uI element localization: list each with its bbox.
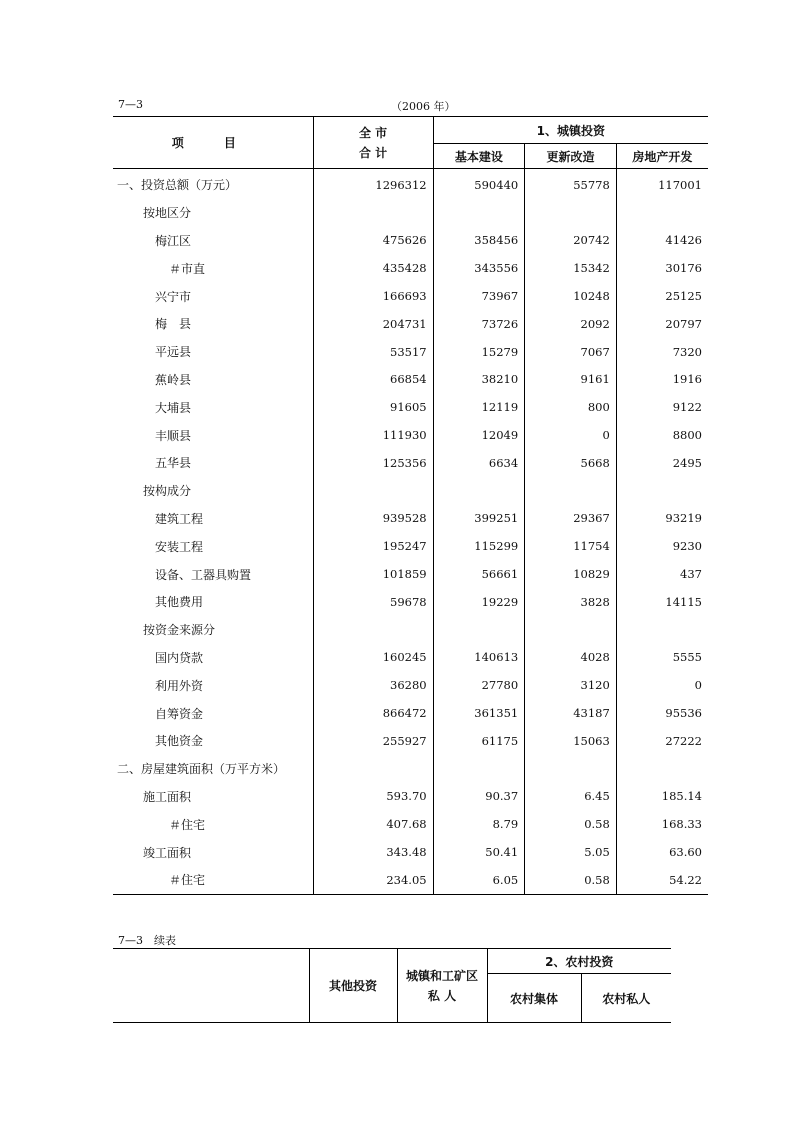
- header-renewal: 更新改造: [525, 144, 617, 169]
- table-row: [113, 169, 708, 199]
- header-rural-investment: 2、农村投资: [487, 949, 671, 974]
- row-label: 其他费用: [113, 588, 313, 616]
- row-value: 20742: [525, 227, 617, 255]
- row-value: 125356: [313, 449, 433, 477]
- table-row: [113, 616, 708, 644]
- row-value: 166693: [313, 282, 433, 310]
- row-label: 设备、工器具购置: [113, 560, 313, 588]
- row-label: 其他资金: [113, 727, 313, 755]
- row-value: 36280: [313, 671, 433, 699]
- continued-table-caption: 7—3 续表: [118, 934, 176, 947]
- header-item-blank: [113, 949, 309, 1023]
- row-value: 54.22: [616, 866, 708, 894]
- row-label: 自筹资金: [113, 699, 313, 727]
- row-value: 358456: [433, 227, 525, 255]
- row-value: 343.48: [313, 838, 433, 866]
- row-value: 7067: [525, 338, 617, 366]
- row-value: [616, 199, 708, 227]
- row-value: 90.37: [433, 783, 525, 811]
- row-label: ＃市直: [113, 254, 313, 282]
- row-value: [313, 477, 433, 505]
- row-value: [433, 755, 525, 783]
- row-value: 38210: [433, 366, 525, 394]
- row-value: [313, 616, 433, 644]
- row-value: 66854: [313, 366, 433, 394]
- row-value: 30176: [665, 261, 702, 276]
- row-value: 14115: [665, 594, 702, 609]
- row-value: 95536: [665, 706, 702, 721]
- row-label: 兴宁市: [113, 282, 313, 310]
- row-value: 10248: [525, 282, 617, 310]
- table-row: [113, 532, 708, 560]
- table-row: [113, 644, 708, 672]
- table-id: 7—3: [118, 98, 143, 111]
- row-value: 255927: [313, 727, 433, 755]
- row-value: 5555: [672, 650, 702, 665]
- table-row: [113, 199, 708, 227]
- row-value: 9122: [672, 400, 702, 415]
- row-value: [616, 616, 708, 644]
- row-label: 竣工面积: [113, 838, 313, 866]
- row-value: 27222: [665, 733, 702, 748]
- row-value: 593.70: [313, 783, 433, 811]
- row-value: 866472: [313, 699, 433, 727]
- row-label: 五华县: [113, 449, 313, 477]
- table-body: [113, 169, 708, 895]
- header-real-estate: 房地产开发: [616, 144, 708, 169]
- header-item: 项 目: [113, 117, 313, 169]
- row-value: 55778: [525, 169, 617, 199]
- table-row: [113, 671, 708, 699]
- table-row: [113, 560, 708, 588]
- row-value: [433, 616, 525, 644]
- header-total: [313, 117, 433, 169]
- row-value: 12049: [433, 421, 525, 449]
- row-value: 3120: [525, 671, 617, 699]
- table-row: [113, 699, 708, 727]
- table-row: [113, 727, 708, 755]
- row-value: [616, 477, 708, 505]
- header-total-line2: 合 计: [358, 145, 388, 160]
- row-label: 梅 县: [113, 310, 313, 338]
- row-value: 6.45: [525, 783, 617, 811]
- row-value: 56661: [433, 560, 525, 588]
- table-row: [113, 783, 708, 811]
- row-label: 安装工程: [113, 532, 313, 560]
- header-rural-collective: 农村集体: [487, 974, 581, 1023]
- investment-table: [113, 116, 708, 895]
- header-urban-private: [397, 949, 487, 1023]
- row-value: 343556: [433, 254, 525, 282]
- row-value: [313, 755, 433, 783]
- row-label: 利用外资: [113, 671, 313, 699]
- row-value: 25125: [665, 289, 702, 304]
- row-value: 27780: [433, 671, 525, 699]
- row-value: [525, 199, 617, 227]
- table-row: [113, 310, 708, 338]
- row-label: 按构成分: [113, 477, 313, 505]
- row-value: 475626: [313, 227, 433, 255]
- header-city-investment: 1、城镇投资: [433, 117, 708, 144]
- row-value: 437: [680, 567, 702, 582]
- row-label: ＃住宅: [113, 866, 313, 894]
- row-value: 20797: [665, 316, 702, 331]
- row-value: 435428: [313, 254, 433, 282]
- row-label: 蕉岭县: [113, 366, 313, 394]
- row-label: 建筑工程: [113, 505, 313, 533]
- row-label: ＃住宅: [113, 810, 313, 838]
- row-value: [525, 616, 617, 644]
- row-value: 93219: [665, 511, 702, 526]
- row-value: 59678: [313, 588, 433, 616]
- row-value: 6.05: [433, 866, 525, 894]
- row-value: [616, 755, 708, 783]
- table-row: [113, 449, 708, 477]
- row-value: 1296312: [313, 169, 433, 199]
- row-value: [525, 755, 617, 783]
- row-value: [313, 199, 433, 227]
- row-value: 15063: [525, 727, 617, 755]
- row-label: 丰顺县: [113, 421, 313, 449]
- row-value: 3828: [525, 588, 617, 616]
- row-value: 5.05: [525, 838, 617, 866]
- header-total-line1: 全 市: [358, 125, 388, 140]
- row-value: 0: [525, 421, 617, 449]
- row-value: 4028: [525, 644, 617, 672]
- row-value: 8.79: [433, 810, 525, 838]
- header-basic-construction: 基本建设: [433, 144, 525, 169]
- table-row: [113, 755, 708, 783]
- header-other-investment: 其他投资: [309, 949, 397, 1023]
- table-row: [113, 838, 708, 866]
- row-value: 399251: [433, 505, 525, 533]
- row-value: 111930: [313, 421, 433, 449]
- row-value: 29367: [525, 505, 617, 533]
- row-label: 国内贷款: [113, 644, 313, 672]
- row-value: 361351: [433, 699, 525, 727]
- row-value: 12119: [433, 393, 525, 421]
- row-label: 按资金来源分: [113, 616, 313, 644]
- row-value: 0.58: [525, 866, 617, 894]
- row-value: 234.05: [313, 866, 433, 894]
- row-value: 0.58: [525, 810, 617, 838]
- row-value: 15279: [433, 338, 525, 366]
- row-value: 73726: [433, 310, 525, 338]
- row-value: 41426: [665, 233, 702, 248]
- row-value: 0: [694, 678, 702, 693]
- row-value: 9230: [672, 539, 702, 554]
- row-value: 43187: [525, 699, 617, 727]
- row-value: 101859: [313, 560, 433, 588]
- table-row: [113, 588, 708, 616]
- row-value: 61175: [433, 727, 525, 755]
- row-value: 53517: [313, 338, 433, 366]
- row-value: [433, 477, 525, 505]
- header-urban-private-line1: 城镇和工矿区: [405, 968, 478, 983]
- row-value: 204731: [313, 310, 433, 338]
- row-value: 5668: [525, 449, 617, 477]
- row-value: [525, 477, 617, 505]
- continued-table: [113, 948, 671, 1023]
- row-value: 2495: [672, 455, 702, 470]
- table-row: [113, 338, 708, 366]
- row-value: 800: [525, 393, 617, 421]
- row-value: 9161: [525, 366, 617, 394]
- table-row: [113, 421, 708, 449]
- row-value: 63.60: [669, 845, 702, 860]
- row-value: 168.33: [661, 817, 702, 832]
- table-row: [113, 866, 708, 894]
- row-label: 梅江区: [113, 227, 313, 255]
- table-row: [113, 393, 708, 421]
- row-value: 185.14: [661, 789, 702, 804]
- row-label: 平远县: [113, 338, 313, 366]
- row-value: 160245: [313, 644, 433, 672]
- table-row: [113, 810, 708, 838]
- header-rural-private: 农村私人: [581, 974, 671, 1023]
- row-value: 10829: [525, 560, 617, 588]
- row-value: 407.68: [313, 810, 433, 838]
- row-label: 施工面积: [113, 783, 313, 811]
- row-label: 二、房屋建筑面积（万平方米）: [113, 755, 313, 783]
- row-value: 15342: [525, 254, 617, 282]
- row-value: 117001: [658, 177, 702, 192]
- table-year: （2006 年）: [391, 100, 456, 113]
- table-row: [113, 366, 708, 394]
- table-row: [113, 254, 708, 282]
- table-row: [113, 477, 708, 505]
- table-row: [113, 282, 708, 310]
- row-value: 140613: [433, 644, 525, 672]
- row-value: 50.41: [433, 838, 525, 866]
- row-label: 按地区分: [113, 199, 313, 227]
- table-caption: [113, 98, 708, 114]
- row-value: 590440: [433, 169, 525, 199]
- row-value: 2092: [525, 310, 617, 338]
- row-value: 91605: [313, 393, 433, 421]
- row-value: 939528: [313, 505, 433, 533]
- table-row: [113, 227, 708, 255]
- row-value: 195247: [313, 532, 433, 560]
- row-value: 8800: [672, 428, 702, 443]
- row-value: 7320: [672, 344, 702, 359]
- row-label: 大埔县: [113, 393, 313, 421]
- row-label: 一、投资总额（万元）: [113, 169, 313, 199]
- row-value: [433, 199, 525, 227]
- table-row: [113, 505, 708, 533]
- row-value: 115299: [433, 532, 525, 560]
- header-urban-private-line2: 私 人: [427, 988, 457, 1003]
- row-value: 11754: [525, 532, 617, 560]
- row-value: 1916: [672, 372, 702, 387]
- row-value: 73967: [433, 282, 525, 310]
- row-value: 6634: [433, 449, 525, 477]
- row-value: 19229: [433, 588, 525, 616]
